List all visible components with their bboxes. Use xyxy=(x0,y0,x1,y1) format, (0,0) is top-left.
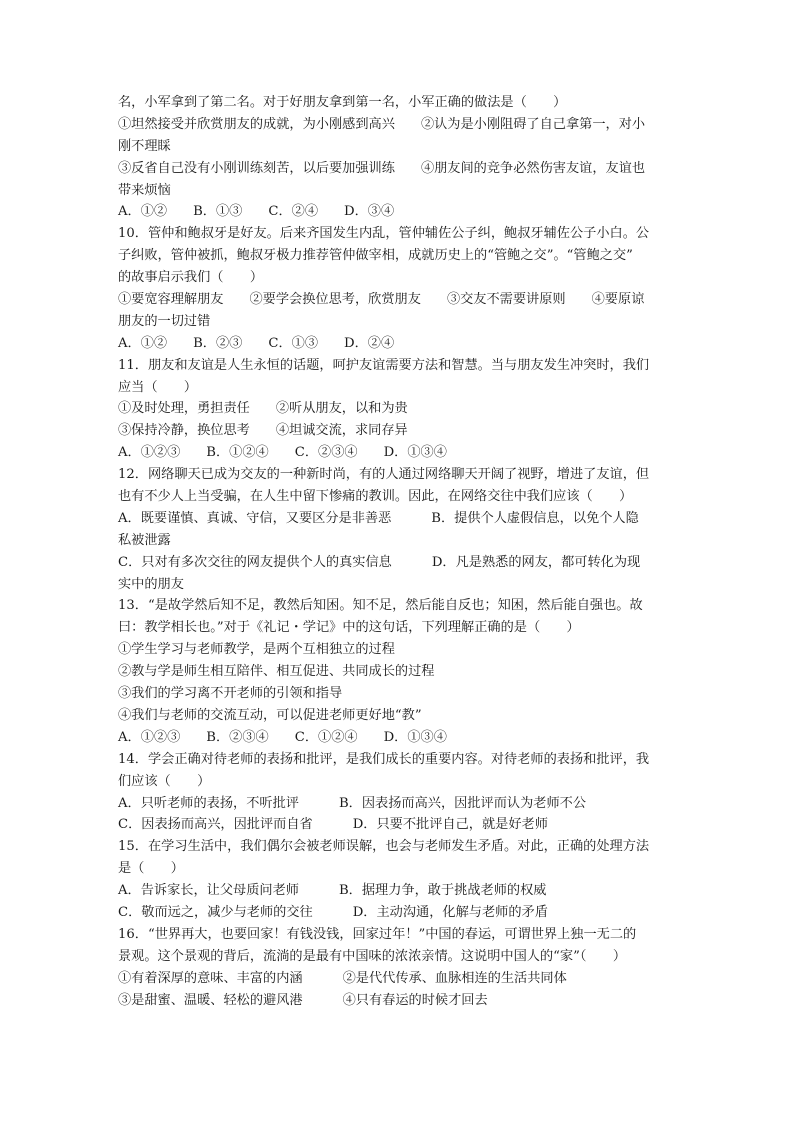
q9-option-2: ②认为是小刚阻碍了自己拿第一，对小 xyxy=(420,116,646,132)
q15-options-row-1 xyxy=(118,880,688,902)
q12-option-b: B．提供个人虚假信息，以免个人隐 xyxy=(431,510,639,526)
q12-options-row-2 xyxy=(118,552,688,574)
q9-choice-d: D．③④ xyxy=(344,204,395,220)
q14-option-b: B．因表扬而高兴，因批评而认为老师不公 xyxy=(338,795,587,811)
q10-choice-c: C．①③ xyxy=(268,335,319,351)
q13-stem-line-1: 13．“是故学然后知不足，教然后知困。知不足，然后能自反也；知困，然后能自强也。故 xyxy=(118,598,643,614)
q10-stem-line-2: 子纠败，管仲被抓，鲍叔牙极力推荐管仲做宰相，成就历史上的“管鲍之交”。“管鲍之交” xyxy=(118,248,633,264)
q10-stem-line-1: 10．管仲和鲍叔牙是好友。后来齐国发生内乱，管仲辅佐公子纠，鲍叔牙辅佐公子小白。公 xyxy=(118,226,650,242)
exam-page xyxy=(118,92,688,1011)
q14-stem-line-1: 14．学会正确对待老师的表扬和批评，是我们成长的重要内容。对待老师的表扬和批评，我 xyxy=(118,751,650,767)
q13-stem-line-2: 曰：教学相长也。”对于《礼记・学记》中的这句话，下列理解正确的是（ ） xyxy=(118,620,580,636)
q14-options-row-1 xyxy=(118,793,688,815)
q9-option-4-cont: 带来烦恼 xyxy=(118,182,171,198)
q13-choice-c: C．①②④ xyxy=(294,729,358,745)
q11-choice-a: A．①②③ xyxy=(118,445,181,461)
q10-options-row xyxy=(118,289,688,311)
q13-option-1: ①学生学习与老师教学，是两个互相独立的过程 xyxy=(118,642,395,658)
q15-option-b: B．据理力争，敢于挑战老师的权威 xyxy=(338,883,547,899)
q11-stem-line-1: 11．朋友和友谊是人生永恒的话题，呵护友谊需要方法和智慧。当与朋友发生冲突时，我们 xyxy=(118,357,650,373)
q13-choice-a: A．①②③ xyxy=(118,729,181,745)
q9-stem: 名，小军拿到了第二名。对于好朋友拿到第一名，小军正确的做法是（ ） xyxy=(118,95,567,110)
q16-options-row-2 xyxy=(118,990,688,1012)
q16-option-1: ①有着深厚的意味、丰富的内涵 xyxy=(118,970,303,986)
q11-choice-d: D．①③④ xyxy=(383,445,447,461)
q11-stem-line-2: 应当（ ） xyxy=(118,379,198,395)
q16-option-2: ②是代代传承、血脉相连的生活共同体 xyxy=(342,970,567,986)
q9-choice-a: A．①② xyxy=(118,204,168,220)
q13-choice-d: D．①③④ xyxy=(383,729,447,745)
q11-choices xyxy=(118,442,688,464)
q9-options-row-2 xyxy=(118,158,688,180)
q13-choice-b: B．②③④ xyxy=(206,729,269,745)
q12-option-b-cont: 私被泄露 xyxy=(118,532,171,548)
q9-choice-c: C．②④ xyxy=(268,204,319,220)
q15-options-row-2 xyxy=(118,902,688,924)
q13-option-2: ②教与学是师生相互陪伴、相互促进、共同成长的过程 xyxy=(118,664,435,680)
q10-choice-a: A．①② xyxy=(118,335,168,351)
q16-options-row-1 xyxy=(118,968,688,990)
q10-option-4-cont: 朋友的一切过错 xyxy=(118,313,211,329)
q10-choices xyxy=(118,333,688,355)
q10-stem-line-3: 的故事启示我们（ ） xyxy=(118,270,264,286)
q12-option-a: A．既要谨慎、真诚、守信，又要区分是非善恶 xyxy=(118,510,392,526)
q11-choice-b: B．①②④ xyxy=(206,445,269,461)
q12-option-d: D．凡是熟悉的网友，都可转化为现 xyxy=(431,554,641,570)
q10-option-4: ④要原谅 xyxy=(591,292,645,308)
q9-option-1: ①坦然接受并欣赏朋友的成就，为小刚感到高兴 xyxy=(118,116,395,132)
q16-option-3: ③是甜蜜、温暖、轻松的避风港 xyxy=(118,992,303,1008)
q16-option-4: ④只有春运的时候才回去 xyxy=(342,992,488,1008)
q10-choice-d: D．②④ xyxy=(344,335,395,351)
q11-options-row-2 xyxy=(118,420,688,442)
q13-option-4: ④我们与老师的交流互动，可以促进老师更好地“教” xyxy=(118,707,422,723)
q9-choice-b: B．①③ xyxy=(193,204,243,220)
q11-option-3: ③保持冷静，换位思考 xyxy=(118,423,250,439)
q16-stem-line-2: 景观。这个景观的背后，流淌的是最有中国味的浓浓亲情。这说明中国人的“家”（ ） xyxy=(118,948,627,964)
q9-option-2-cont: 刚不理睬 xyxy=(118,138,171,154)
q10-option-1: ①要宽容理解朋友 xyxy=(118,292,224,308)
q14-option-c: C．因表扬而高兴，因批评而自省 xyxy=(118,817,313,833)
q11-option-1: ①及时处理，勇担责任 xyxy=(118,401,250,417)
q16-stem-line-1: 16．“世界再大，也要回家！有钱没钱，回家过年！”中国的春运，可谓世界上独一无二的 xyxy=(118,926,637,942)
q9-option-3: ③反省自己没有小刚训练刻苦，以后要加强训练 xyxy=(118,160,395,176)
q9-options-row-1 xyxy=(118,114,688,136)
q12-stem-line-2: 也有不少人上当受骗，在人生中留下惨痛的教训。因此，在网络交往中我们应该（ ） xyxy=(118,489,633,505)
q11-choice-c: C．②③④ xyxy=(294,445,358,461)
q9-option-4: ④朋友间的竞争必然伤害友谊，友谊也 xyxy=(420,160,646,176)
q9-choices xyxy=(118,201,688,223)
q12-option-d-cont: 实中的朋友 xyxy=(118,576,184,592)
q15-stem-line-1: 15．在学习生活中，我们偶尔会被老师误解，也会与老师发生矛盾。对此，正确的处理方法 xyxy=(118,839,650,855)
q14-option-d: D．只要不批评自己，就是好老师 xyxy=(352,817,548,833)
q11-options-row-1 xyxy=(118,398,688,420)
q10-option-2: ②要学会换位思考，欣赏朋友 xyxy=(249,292,421,308)
q11-option-4: ④坦诚交流，求同存异 xyxy=(275,423,408,439)
q15-option-c: C．敬而远之，减少与老师的交往 xyxy=(118,904,313,920)
q15-stem-line-2: 是（ ） xyxy=(118,861,184,877)
q14-options-row-2 xyxy=(118,814,688,836)
q11-option-2: ②听从朋友，以和为贵 xyxy=(275,401,408,417)
q12-options-row-1 xyxy=(118,508,688,530)
q10-choice-b: B．②③ xyxy=(193,335,243,351)
q15-option-d: D．主动沟通，化解与老师的矛盾 xyxy=(352,904,548,920)
q12-option-c: C．只对有多次交往的网友提供个人的真实信息 xyxy=(118,554,392,570)
q14-stem-line-2: 们应该（ ） xyxy=(118,773,211,789)
q15-option-a: A．告诉家长，让父母质问老师 xyxy=(118,883,299,899)
q14-option-a: A．只听老师的表扬，不听批评 xyxy=(118,795,299,811)
q12-stem-line-1: 12．网络聊天已成为交友的一种新时尚，有的人通过网络聊天开阔了视野，增进了友谊，但 xyxy=(118,467,650,483)
q13-option-3: ③我们的学习离不开老师的引领和指导 xyxy=(118,686,343,702)
q13-choices xyxy=(118,727,688,749)
q10-option-3: ③交友不需要讲原则 xyxy=(446,292,566,308)
